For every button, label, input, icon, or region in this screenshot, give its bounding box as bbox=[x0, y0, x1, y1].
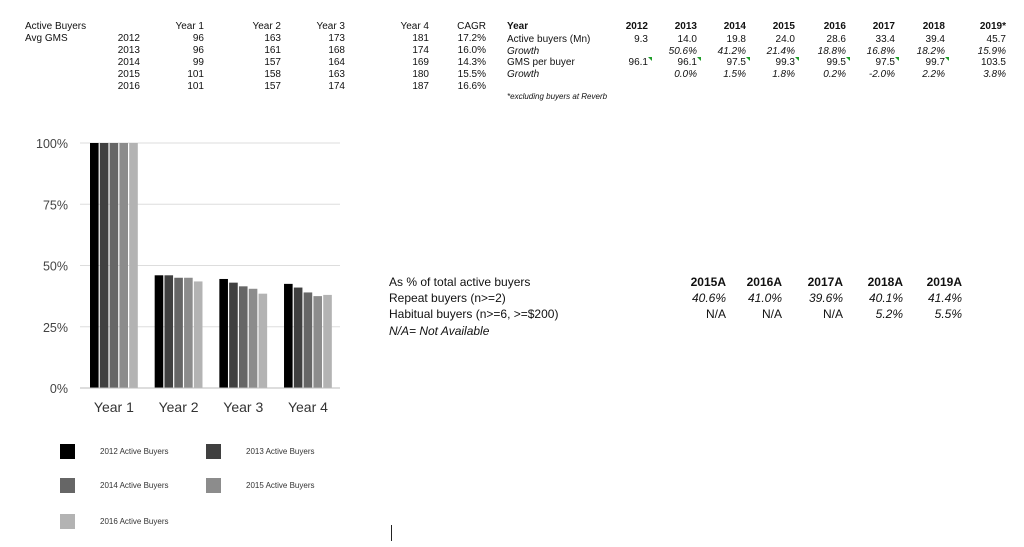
y-tick-label: 100% bbox=[36, 137, 68, 151]
table-cell: N/A bbox=[705, 307, 726, 321]
bar-2012-active-buyers bbox=[219, 279, 228, 388]
table-cell: 174 bbox=[412, 45, 429, 56]
table-cell: 101 bbox=[187, 81, 204, 92]
cohort-year: 2013 bbox=[117, 45, 140, 56]
bar-2013-active-buyers bbox=[229, 283, 238, 388]
year-header: 2019A bbox=[926, 275, 962, 289]
cohort-year: 2015 bbox=[117, 69, 140, 80]
legend-swatch bbox=[60, 514, 75, 529]
table-cell: 101 bbox=[187, 69, 204, 80]
table-cell: 164 bbox=[328, 57, 345, 68]
table-cell: 173 bbox=[328, 33, 345, 44]
year-header: 2015A bbox=[690, 275, 726, 289]
bar-2016-active-buyers bbox=[323, 295, 332, 388]
table-cell: 15.5% bbox=[457, 69, 486, 80]
year-header: 2018 bbox=[922, 21, 945, 32]
table-cell: 18.8% bbox=[817, 45, 846, 57]
x-tick-label: Year 1 bbox=[93, 399, 134, 415]
year-header: 2016 bbox=[823, 21, 846, 32]
col-header: CAGR bbox=[457, 21, 486, 32]
table-cell: 187 bbox=[412, 81, 429, 92]
table-cell: 181 bbox=[412, 33, 429, 44]
legend-label: 2013 Active Buyers bbox=[246, 447, 315, 456]
bar-2015-active-buyers bbox=[313, 296, 322, 388]
table-cell: 97.5 bbox=[875, 57, 895, 68]
table-cell: 16.6% bbox=[457, 81, 486, 92]
table-cell: 41.4% bbox=[927, 291, 962, 305]
bar-2012-active-buyers bbox=[155, 275, 164, 388]
table-cell: 103.5 bbox=[980, 57, 1006, 68]
cohort-year: 2016 bbox=[117, 81, 140, 92]
table-cell: 1.5% bbox=[723, 68, 746, 80]
table-cell: 17.2% bbox=[457, 33, 486, 44]
legend-label: 2012 Active Buyers bbox=[100, 447, 169, 456]
table-cell: 15.9% bbox=[977, 45, 1006, 57]
table-cell: N/A bbox=[822, 307, 843, 321]
table-cell: 169 bbox=[412, 57, 429, 68]
bar-2014-active-buyers bbox=[304, 292, 313, 388]
table-cell: 97.5 bbox=[726, 57, 746, 68]
bar-2014-active-buyers bbox=[110, 143, 119, 388]
legend-label: 2016 Active Buyers bbox=[100, 517, 169, 526]
bar-2015-active-buyers bbox=[184, 278, 193, 388]
table-cell: 168 bbox=[328, 45, 345, 56]
year-header: 2013 bbox=[674, 21, 697, 32]
table-cell: 21.4% bbox=[766, 45, 795, 57]
table-cell: 0.2% bbox=[823, 68, 846, 80]
year-header-label: Year bbox=[507, 21, 529, 32]
year-header: 2017A bbox=[807, 275, 843, 289]
legend-label: 2014 Active Buyers bbox=[100, 481, 169, 490]
y-tick-label: 75% bbox=[42, 198, 68, 213]
table-cell: 180 bbox=[412, 69, 429, 80]
table-cell: 163 bbox=[328, 69, 345, 80]
year-header: 2018A bbox=[867, 275, 903, 289]
year-header: 2015 bbox=[772, 21, 795, 32]
table-cell: 5.5% bbox=[934, 307, 962, 321]
year-header: 2017 bbox=[872, 21, 895, 32]
row-label: Habitual buyers (n>=6, >=$200) bbox=[389, 307, 559, 321]
table-cell: N/A bbox=[761, 307, 782, 321]
table-cell: 16.0% bbox=[457, 45, 486, 56]
y-tick-label: 25% bbox=[42, 320, 68, 335]
table-cell: 99.7 bbox=[925, 57, 945, 68]
y-tick-label: 50% bbox=[42, 259, 68, 274]
table-cell: 99.5 bbox=[826, 57, 846, 68]
row-label: Growth bbox=[507, 45, 540, 57]
table-cell: 19.8 bbox=[726, 34, 746, 45]
table-cell: 96.1 bbox=[677, 57, 697, 68]
x-tick-label: Year 2 bbox=[158, 399, 199, 415]
col-header: Year 1 bbox=[175, 21, 204, 32]
table-cell: 18.2% bbox=[916, 45, 945, 57]
bar-2016-active-buyers bbox=[194, 281, 203, 388]
bar-2013-active-buyers bbox=[294, 288, 303, 388]
legend-swatch bbox=[60, 478, 75, 493]
footnote: *excluding buyers at Reverb bbox=[507, 92, 608, 101]
table-cell: -2.0% bbox=[868, 68, 895, 80]
year-header: 2019* bbox=[979, 21, 1006, 32]
bar-2015-active-buyers bbox=[249, 289, 258, 388]
table-cell: 33.4 bbox=[875, 34, 895, 45]
table-cell: 28.6 bbox=[826, 34, 846, 45]
table-cell: 161 bbox=[264, 45, 281, 56]
table-cell: 158 bbox=[264, 69, 281, 80]
legend-swatch bbox=[60, 444, 75, 459]
text-cursor bbox=[391, 525, 392, 541]
bar-2012-active-buyers bbox=[90, 143, 99, 388]
table-cell: 99 bbox=[192, 57, 204, 68]
y-tick-label: 0% bbox=[49, 382, 68, 396]
bar-2014-active-buyers bbox=[174, 278, 183, 388]
table-cell: 41.0% bbox=[747, 291, 782, 305]
table-cell: 5.2% bbox=[875, 307, 903, 321]
table3-title: As % of total active buyers bbox=[389, 275, 531, 289]
table-cell: 157 bbox=[264, 81, 281, 92]
table-cell: 0.0% bbox=[674, 68, 697, 80]
table-cell: 174 bbox=[328, 81, 345, 92]
cohort-year: 2014 bbox=[117, 57, 140, 68]
corner-label-active-buyers: Active Buyers bbox=[25, 21, 87, 32]
table-cell: 96.1 bbox=[628, 57, 648, 68]
table-cell: 39.4 bbox=[925, 34, 945, 45]
corner-label-avg-gms: Avg GMS bbox=[25, 33, 68, 44]
bar-2013-active-buyers bbox=[100, 143, 109, 388]
table-cell: 50.6% bbox=[668, 45, 697, 57]
row-label: Active buyers (Mn) bbox=[507, 34, 591, 45]
table-cell: 24.0 bbox=[775, 34, 795, 45]
legend-swatch bbox=[206, 478, 221, 493]
bar-2012-active-buyers bbox=[284, 284, 293, 388]
row-label: Growth bbox=[507, 68, 540, 80]
table-cell: 39.6% bbox=[808, 291, 843, 305]
bar-2014-active-buyers bbox=[239, 286, 248, 388]
table-cell: 41.2% bbox=[717, 45, 746, 57]
table-cell: 96 bbox=[192, 45, 204, 56]
table-cell: 157 bbox=[264, 57, 281, 68]
year-header: 2014 bbox=[723, 21, 746, 32]
table-cell: 40.6% bbox=[691, 291, 726, 305]
table-cell: 1.8% bbox=[772, 68, 795, 80]
bar-2013-active-buyers bbox=[164, 275, 173, 388]
table-cell: 3.8% bbox=[983, 68, 1006, 80]
bar-2016-active-buyers bbox=[129, 143, 138, 388]
bar-2015-active-buyers bbox=[119, 143, 128, 388]
table-cell: 9.3 bbox=[634, 34, 648, 45]
col-header: Year 3 bbox=[316, 21, 345, 32]
year-header: 2016A bbox=[746, 275, 782, 289]
row-label: Repeat buyers (n>=2) bbox=[389, 291, 506, 305]
table-cell: 45.7 bbox=[986, 34, 1006, 45]
cohort-year: 2012 bbox=[117, 33, 140, 44]
legend-label: 2015 Active Buyers bbox=[246, 481, 315, 490]
table-cell: 96 bbox=[192, 33, 204, 44]
table-cell: 14.3% bbox=[457, 57, 486, 68]
table-cell: 2.2% bbox=[922, 68, 945, 80]
col-header: Year 2 bbox=[252, 21, 281, 32]
table-cell: 40.1% bbox=[868, 291, 903, 305]
table-cell: 14.0 bbox=[677, 34, 697, 45]
row-label: GMS per buyer bbox=[507, 57, 575, 68]
x-tick-label: Year 3 bbox=[223, 399, 264, 415]
table-cell: 99.3 bbox=[775, 57, 795, 68]
bar-2016-active-buyers bbox=[259, 294, 268, 388]
col-header: Year 4 bbox=[400, 21, 429, 32]
x-tick-label: Year 4 bbox=[287, 399, 328, 415]
table-cell: 163 bbox=[264, 33, 281, 44]
year-header: 2012 bbox=[625, 21, 648, 32]
table3-note: N/A= Not Available bbox=[389, 324, 490, 338]
legend-swatch bbox=[206, 444, 221, 459]
table-cell: 16.8% bbox=[866, 45, 895, 57]
